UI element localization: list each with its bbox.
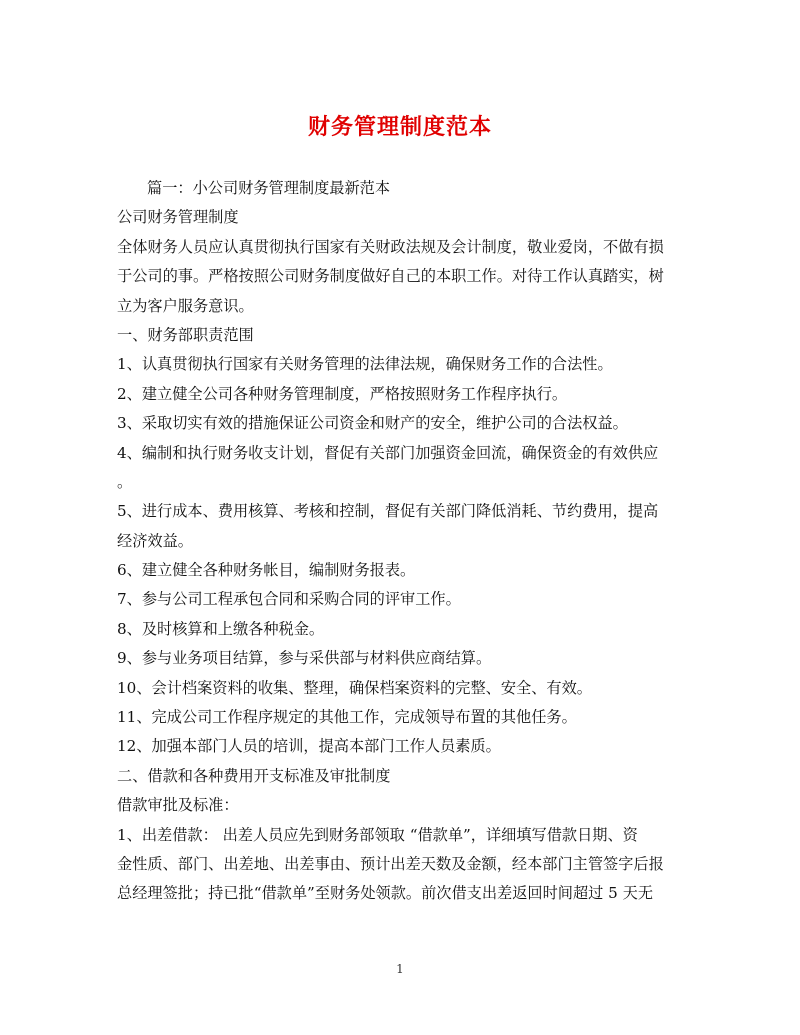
list-item: 2、建立健全公司各种财务管理制度，严格按照财务工作程序执行。	[117, 384, 568, 403]
paragraph-line: 全体财务人员应认真贯彻执行国家有关财政法规及会计制度，敬业爱岗，不做有损	[117, 237, 664, 256]
list-item-continuation: 金性质、部门、出差地、出差事由、预计出差天数及金额，经本部门主管签字后报	[117, 854, 664, 873]
list-item: 6、建立健全各种财务帐目，编制财务报表。	[117, 561, 416, 580]
list-item-continuation: 经济效益。	[117, 531, 193, 550]
list-item: 4、编制和执行财务收支计划，督促有关部门加强资金回流，确保资金的有效供应	[117, 443, 659, 462]
page-number: 1	[396, 962, 404, 976]
list-item: 1、出差借款： 出差人员应先到财务部领取 “借款单”，详细填写借款日期、资	[117, 825, 638, 844]
subheading: 借款审批及标准：	[117, 796, 239, 815]
section-heading: 二、借款和各种费用开支标准及审批制度	[117, 766, 391, 785]
page-title: 财务管理制度范本	[307, 114, 492, 140]
list-item: 5、进行成本、费用核算、考核和控制，督促有关部门降低消耗、节约费用，提高	[117, 502, 659, 521]
list-item: 9、参与业务项目结算，参与采供部与材料供应商结算。	[117, 649, 492, 668]
subheading: 公司财务管理制度	[117, 208, 239, 227]
list-item: 1、认真贯彻执行国家有关财务管理的法律法规，确保财务工作的合法性。	[117, 355, 613, 374]
list-item-continuation: 总经理签批；持已批“借款单”至财务处领款。前次借支出差返回时间超过 5 天无	[117, 884, 654, 903]
list-item: 12、加强本部门人员的培训，提高本部门工作人员素质。	[117, 737, 501, 756]
section-heading: 篇一：小公司财务管理制度最新范本	[147, 179, 390, 197]
list-item: 11、完成公司工作程序规定的其他工作，完成领导布置的其他任务。	[117, 708, 577, 727]
list-item: 3、采取切实有效的措施保证公司资金和财产的安全，维护公司的合法权益。	[117, 414, 628, 433]
paragraph-line: 立为客户服务意识。	[117, 296, 254, 315]
paragraph-line: 于公司的事。严格按照公司财务制度做好自己的本职工作。对待工作认真踏实，树	[117, 267, 664, 286]
list-item-continuation: 。	[117, 472, 133, 491]
list-item: 8、及时核算和上缴各种税金。	[117, 619, 325, 638]
list-item: 7、参与公司工程承包合同和采购合同的评审工作。	[117, 590, 461, 609]
document-body	[117, 174, 685, 909]
section-heading: 一、财务部职责范围	[117, 325, 254, 344]
list-item: 10、会计档案资料的收集、整理，确保档案资料的完整、安全、有效。	[117, 678, 592, 697]
